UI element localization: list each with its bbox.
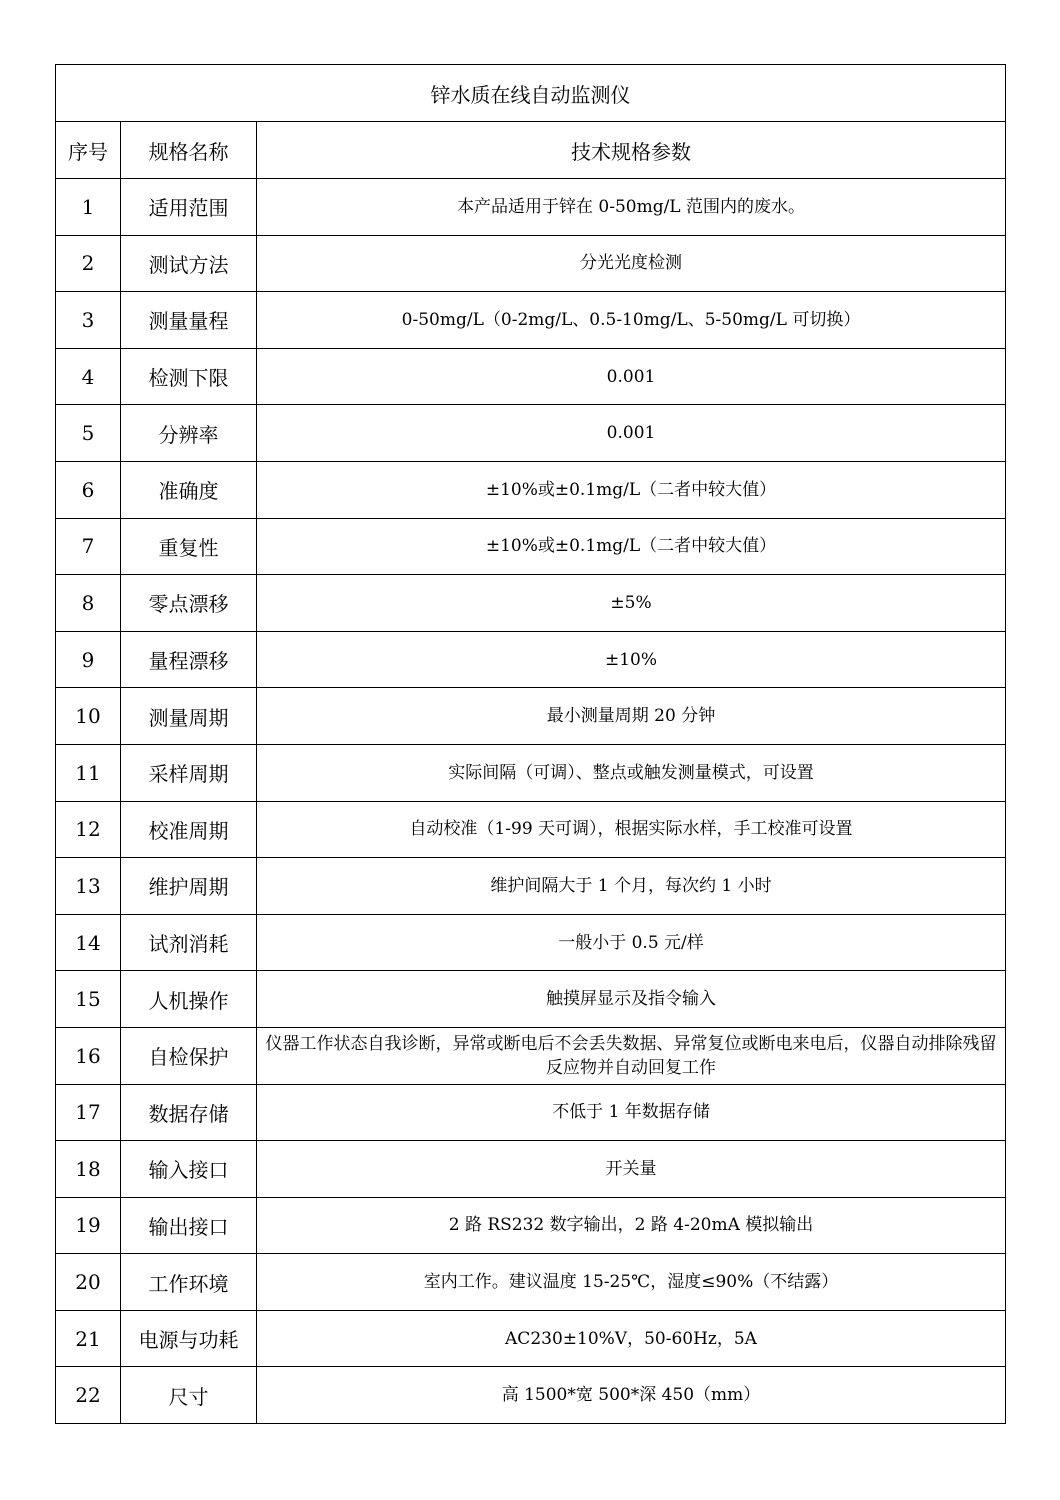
spec-name: 维护周期 bbox=[121, 858, 257, 915]
row-number: 10 bbox=[56, 688, 121, 745]
table-row bbox=[56, 518, 1006, 575]
spec-name: 输出接口 bbox=[121, 1197, 257, 1254]
table-row bbox=[56, 235, 1006, 292]
table-header-row bbox=[56, 122, 1006, 179]
spec-name: 准确度 bbox=[121, 461, 257, 518]
spec-name: 测量量程 bbox=[121, 292, 257, 349]
spec-name: 测试方法 bbox=[121, 235, 257, 292]
table-row bbox=[56, 1084, 1006, 1141]
table-row bbox=[56, 858, 1006, 915]
table-row bbox=[56, 1254, 1006, 1311]
spec-value: 开关量 bbox=[257, 1141, 1006, 1198]
spec-name: 零点漂移 bbox=[121, 575, 257, 632]
spec-value: 分光光度检测 bbox=[257, 235, 1006, 292]
row-number: 21 bbox=[56, 1310, 121, 1367]
spec-name: 输入接口 bbox=[121, 1141, 257, 1198]
spec-value: 维护间隔大于 1 个月，每次约 1 小时 bbox=[257, 858, 1006, 915]
row-number: 22 bbox=[56, 1367, 121, 1424]
spec-value: 自动校准（1-99 天可调），根据实际水样，手工校准可设置 bbox=[257, 801, 1006, 858]
row-number: 7 bbox=[56, 518, 121, 575]
table-row bbox=[56, 1310, 1006, 1367]
spec-name: 量程漂移 bbox=[121, 631, 257, 688]
row-number: 2 bbox=[56, 235, 121, 292]
document-title: 锌水质在线自动监测仪 bbox=[56, 65, 1006, 122]
table-row bbox=[56, 914, 1006, 971]
row-number: 17 bbox=[56, 1084, 121, 1141]
table-row bbox=[56, 1197, 1006, 1254]
spec-name: 检测下限 bbox=[121, 348, 257, 405]
table-row bbox=[56, 688, 1006, 745]
row-number: 8 bbox=[56, 575, 121, 632]
row-number: 16 bbox=[56, 1027, 121, 1084]
spec-value: ±5% bbox=[257, 575, 1006, 632]
row-number: 3 bbox=[56, 292, 121, 349]
table-row bbox=[56, 348, 1006, 405]
row-number: 14 bbox=[56, 914, 121, 971]
spec-value: 仪器工作状态自我诊断，异常或断电后不会丢失数据、异常复位或断电来电后，仪器自动排除残留反应物并自动回复工作 bbox=[257, 1027, 1006, 1084]
spec-value: ±10%或±0.1mg/L（二者中较大值） bbox=[257, 518, 1006, 575]
table-row bbox=[56, 461, 1006, 518]
spec-table bbox=[55, 64, 1006, 1424]
row-number: 12 bbox=[56, 801, 121, 858]
spec-value: 0-50mg/L（0-2mg/L、0.5-10mg/L、5-50mg/L 可切换） bbox=[257, 292, 1006, 349]
spec-name: 适用范围 bbox=[121, 179, 257, 236]
row-number: 9 bbox=[56, 631, 121, 688]
table-title-row bbox=[56, 65, 1006, 122]
spec-name: 重复性 bbox=[121, 518, 257, 575]
table-row bbox=[56, 1367, 1006, 1424]
table-row bbox=[56, 405, 1006, 462]
header-no: 序号 bbox=[56, 122, 121, 179]
row-number: 6 bbox=[56, 461, 121, 518]
spec-value: 0.001 bbox=[257, 348, 1006, 405]
table-row bbox=[56, 801, 1006, 858]
spec-value: 一般小于 0.5 元/样 bbox=[257, 914, 1006, 971]
spec-value: 最小测量周期 20 分钟 bbox=[257, 688, 1006, 745]
spec-value: 2 路 RS232 数字输出，2 路 4-20mA 模拟输出 bbox=[257, 1197, 1006, 1254]
spec-value: 实际间隔（可调）、整点或触发测量模式，可设置 bbox=[257, 744, 1006, 801]
spec-name: 自检保护 bbox=[121, 1027, 257, 1084]
header-spec: 技术规格参数 bbox=[257, 122, 1006, 179]
row-number: 1 bbox=[56, 179, 121, 236]
spec-name: 测量周期 bbox=[121, 688, 257, 745]
spec-value: ±10% bbox=[257, 631, 1006, 688]
row-number: 20 bbox=[56, 1254, 121, 1311]
row-number: 13 bbox=[56, 858, 121, 915]
table-row bbox=[56, 744, 1006, 801]
spec-name: 电源与功耗 bbox=[121, 1310, 257, 1367]
spec-name: 分辨率 bbox=[121, 405, 257, 462]
spec-value: 触摸屏显示及指令输入 bbox=[257, 971, 1006, 1028]
row-number: 15 bbox=[56, 971, 121, 1028]
table-row bbox=[56, 575, 1006, 632]
header-name: 规格名称 bbox=[121, 122, 257, 179]
row-number: 18 bbox=[56, 1141, 121, 1198]
spec-name: 尺寸 bbox=[121, 1367, 257, 1424]
table-row bbox=[56, 1141, 1006, 1198]
spec-name: 试剂消耗 bbox=[121, 914, 257, 971]
spec-name: 数据存储 bbox=[121, 1084, 257, 1141]
spec-value: 本产品适用于锌在 0-50mg/L 范围内的废水。 bbox=[257, 179, 1006, 236]
table-row bbox=[56, 292, 1006, 349]
spec-value: 室内工作。建议温度 15-25℃，湿度≤90%（不结露） bbox=[257, 1254, 1006, 1311]
table-row bbox=[56, 631, 1006, 688]
spec-value: 高 1500*宽 500*深 450（mm） bbox=[257, 1367, 1006, 1424]
row-number: 4 bbox=[56, 348, 121, 405]
spec-value: 不低于 1 年数据存储 bbox=[257, 1084, 1006, 1141]
spec-name: 校准周期 bbox=[121, 801, 257, 858]
table-row bbox=[56, 971, 1006, 1028]
row-number: 5 bbox=[56, 405, 121, 462]
spec-name: 采样周期 bbox=[121, 744, 257, 801]
table-row bbox=[56, 179, 1006, 236]
spec-value: 0.001 bbox=[257, 405, 1006, 462]
spec-name: 人机操作 bbox=[121, 971, 257, 1028]
table-row bbox=[56, 1027, 1006, 1084]
row-number: 11 bbox=[56, 744, 121, 801]
spec-name: 工作环境 bbox=[121, 1254, 257, 1311]
row-number: 19 bbox=[56, 1197, 121, 1254]
spec-value: ±10%或±0.1mg/L（二者中较大值） bbox=[257, 461, 1006, 518]
spec-value: AC230±10%V，50-60Hz，5A bbox=[257, 1310, 1006, 1367]
